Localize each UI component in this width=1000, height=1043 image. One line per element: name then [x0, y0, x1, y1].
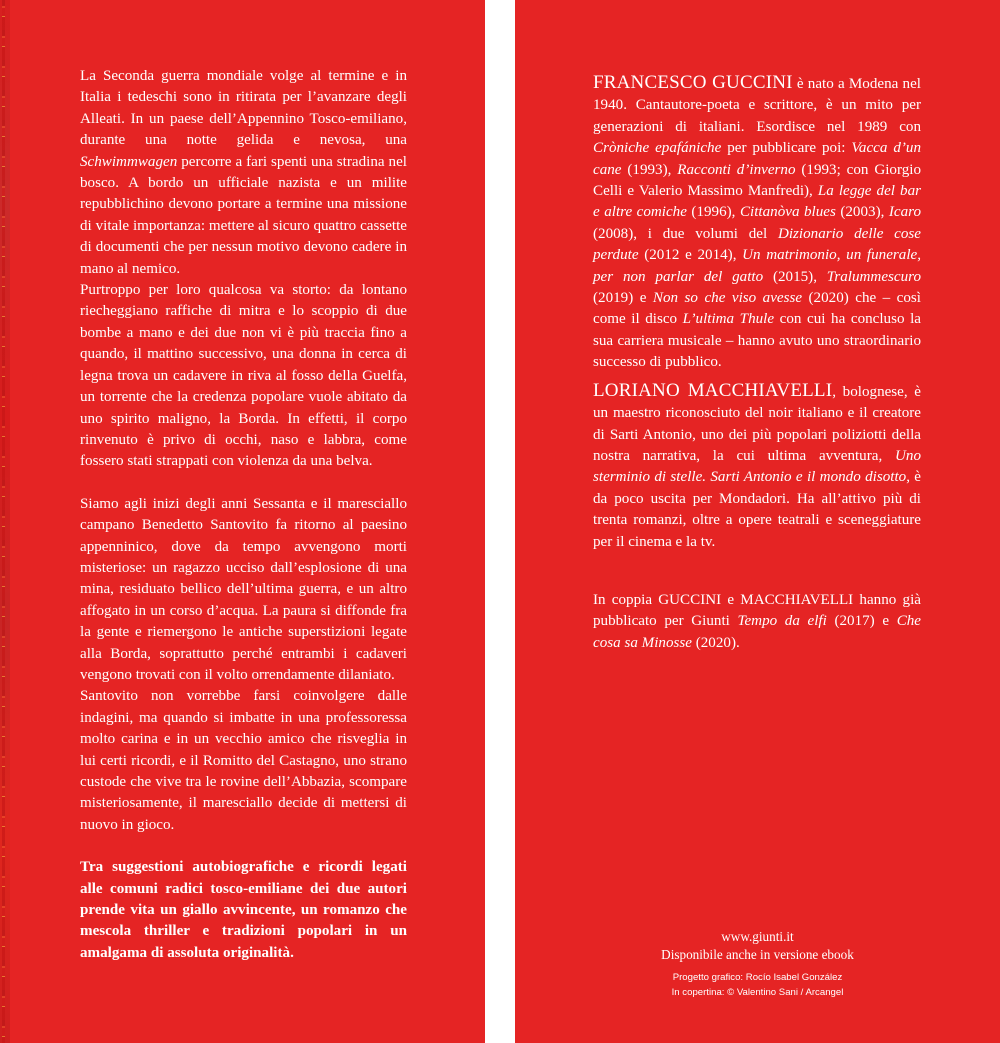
- cover-credit: In copertina: © Valentino Sani / Arcangel: [671, 987, 844, 998]
- synopsis-paragraph: Santovito non vorrebbe farsi coinvolgere dalle indagini, ma quando si imbatte in una professoressa molto carina e in un vecchio amico che risveglia in lui certi ricordi, e il Romitto del Castagno, uno strano custode che vive tra le rovine dell’Abbazia, scompare misteriosamente, il maresciallo decide di mettersi di nuovo in gioco.: [80, 688, 407, 833]
- macchiavelli-bio: LORIANO MACCHIAVELLI, bolognese, è un maestro riconosciuto del noir italiano e il creatore di Sarti Antonio, uno dei più popolari poliziotti della nostra narrativa, la cui ultima avventura, Uno sterminio di stelle. Sarti Antonio e il mondo disotto, è da poco uscita per Mondadori. Ha all’attivo più di trenta romanzi, oltre a opere teatrali e sceneggiature per il cinema e la tv.: [593, 379, 921, 550]
- publisher-credits: [515, 928, 1000, 1000]
- synopsis-text: [80, 66, 407, 964]
- synopsis-paragraph: Purtroppo per loro qualcosa va storto: da lontano riecheggiano raffiche di mitra e lo scoppio di due bombe a mano e dei due non vi è più traccia fino a quando, il mattino successivo, una donna in cerca di legna trova un cadavere in riva al fosso della Guelfa, un torrente che la credenza popolare vuole abitato da uno spirito maligno, la Borda. In effetti, il corpo rinvenuto è privo di occhi, naso e labbra, come fossero stati strappati con violenza da una belva.: [80, 282, 407, 470]
- synopsis-paragraph: Siamo agli inizi degli anni Sessanta e il maresciallo campano Benedetto Santovito fa ritorno al paesino appenninico, dove da tempo avvengono morti misteriose: un ragazzo ucciso dall’esplosione di una mina, residuato bellico dell’ultima guerra, e un altro affogato in un corso d’acqua. La paura si diffonde fra la gente e riemergono le antiche superstizioni legate alla Borda, soprattutto perché entrambi i cadaveri vengono trovati con il volto orrendamente dilaniato.: [80, 495, 407, 683]
- right-flap: [515, 0, 1000, 1043]
- website: www.giunti.it: [721, 929, 794, 944]
- authors-bio: [593, 72, 921, 654]
- design-credit: Progetto grafico: Rocío Isabel González: [672, 972, 843, 983]
- author-name: LORIANO MACCHIAVELLI: [593, 379, 833, 401]
- book-spine-edge: [0, 0, 10, 1043]
- ebook-note: Disponibile anche in versione ebook: [661, 947, 854, 962]
- synopsis-closing: Tra suggestioni autobiografiche e ricordi legati alle comuni radici tosco-emiliane dei due autori prende vita un giallo avvincente, un romanzo che mescola thriller e tradizioni popolari in un amalgama di assoluta originalità.: [80, 859, 407, 961]
- author-name: FRANCESCO GUCCINI: [593, 72, 793, 93]
- synopsis-paragraph: La Seconda guerra mondiale volge al termine e in Italia i tedeschi sono in ritirata per l’avanzare degli Alleati. In un paese dell’Appennino Tosco-emiliano, durante una notte gelida e nevosa, una Schwimmwagen percorre a fari spenti una stradina nel bosco. A bordo un ufficiale nazista e un milite repubblichino devono portare a termine una missione di vitale importanza: mettere al sicuro quattro cassette di documenti che per nessun motivo devono cadere in mano al nemico.: [80, 68, 407, 277]
- joint-works: In coppia GUCCINI e MACCHIAVELLI hanno già pubblicato per Giunti Tempo da elfi (2017) e Che cosa sa Minosse (2020).: [593, 591, 922, 651]
- guccini-bio: FRANCESCO GUCCINI è nato a Modena nel 1940. Cantautore-poeta e scrittore, è un mito per generazioni di italiani. Esordisce nel 1989 con Cròniche epafániche per pubblicare poi: Vacca d’un cane (1993), Racconti d’inverno (1993; con Giorgio Celli e Valerio Massimo Manfredi), La legge del bar e altre comiche (1996), Cittanòva blues (2003), Icaro (2008), i due volumi del Dizionario delle cose perdute (2012 e 2014), Un matrimonio, un funerale, per non parlar del gatto (2015), Tralummescuro (2019) e Non so che viso avesse (2020) che – così come il disco L’ultima Thule con cui ha concluso la sua carriera musicale – hanno avuto uno straordinario successo di pubblico.: [593, 72, 922, 371]
- left-flap: [0, 0, 485, 1043]
